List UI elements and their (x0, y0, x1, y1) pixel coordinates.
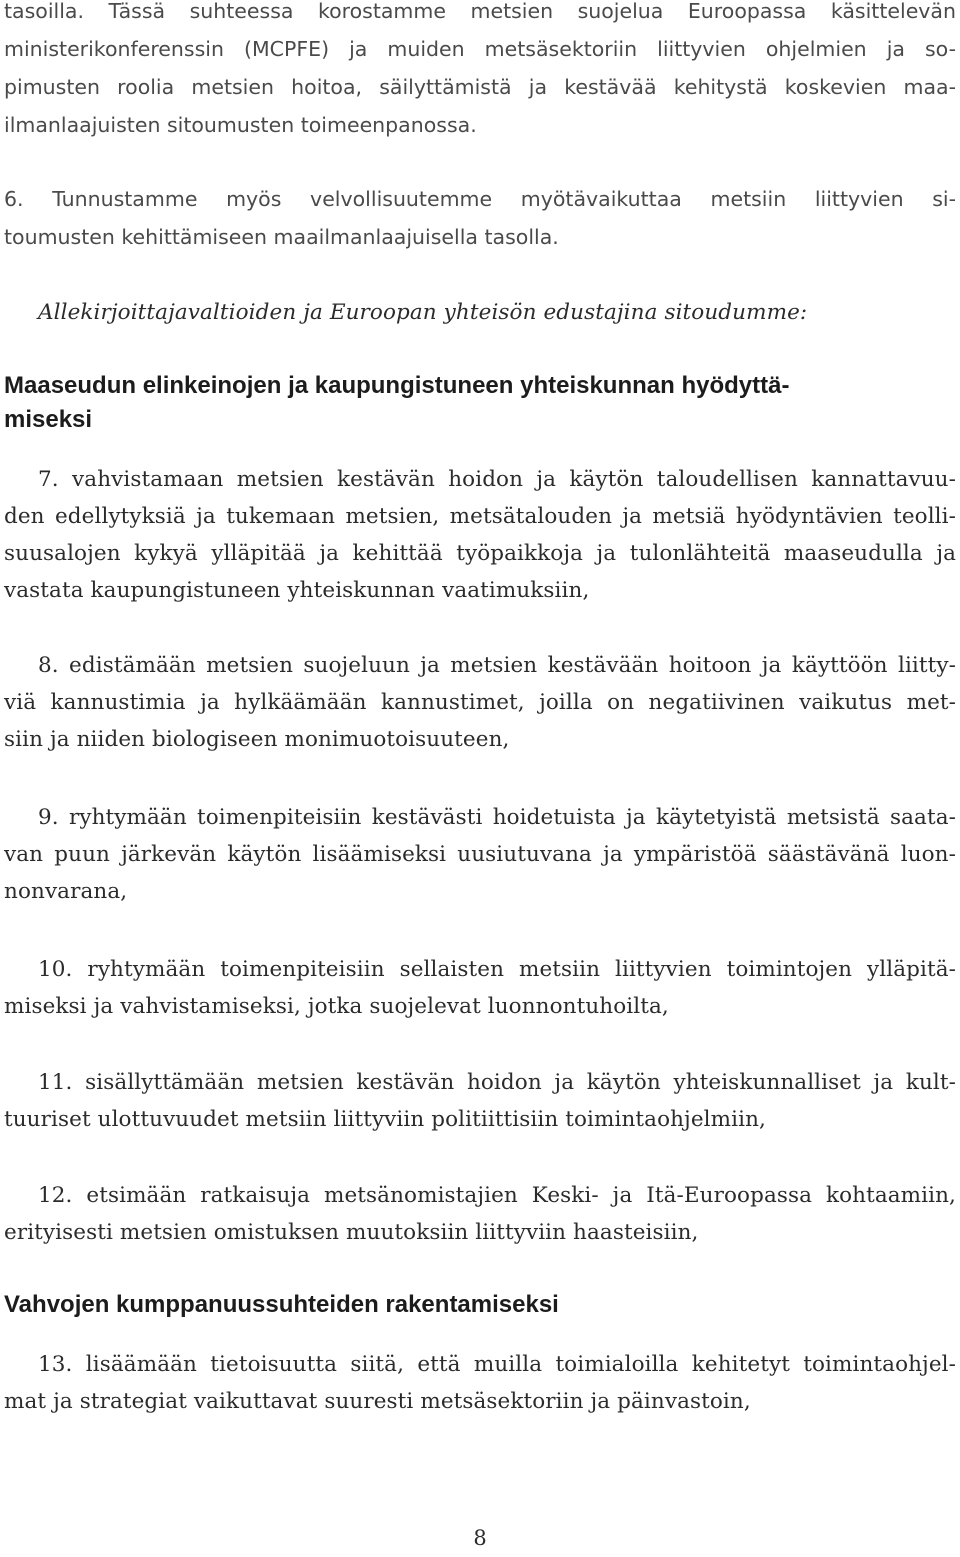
text-line: 11. sisällyttämään metsien kestävän hoidon ja käytön yhteiskunnalliset ja kult- (38, 1070, 956, 1095)
text-line: Allekirjoittajavaltioiden ja Euroopan yhteisön edustajina sitoudumme: (38, 300, 808, 325)
text-line: van puun järkevän käytön lisäämiseksi uusiutuvana ja ympäristöä säästävänä luon- (4, 842, 956, 867)
heading-line: Maaseudun elinkeinojen ja kaupungistuneen yhteiskunnan hyödyttä- (4, 372, 790, 399)
text-line: ilmanlaajuisten sitoumusten toimeenpanossa. (4, 113, 477, 137)
text-line: 10. ryhtymään toimenpiteisiin sellaisten metsiin liittyvien toimintojen ylläpitä- (38, 957, 956, 982)
text-line: miseksi ja vahvistamiseksi, jotka suojelevat luonnontuhoilta, (4, 994, 669, 1019)
text-line: tuuriset ulottuvuudet metsiin liittyviin politiittisiin toimintaohjelmiin, (4, 1107, 766, 1132)
item-7-paragraph (4, 461, 956, 609)
text-line: tasoilla. Tässä suhteessa korostamme metsien suojelua Euroopassa käsittelevän (4, 0, 956, 23)
item-11-paragraph (4, 1064, 956, 1138)
text-line: 8. edistämään metsien suojeluun ja metsien kestävään hoitoon ja käyttöön liitty- (38, 653, 956, 678)
text-line: mat ja strategiat vaikuttavat suuresti metsäsektoriin ja päinvastoin, (4, 1389, 751, 1414)
text-line: suusalojen kykyä ylläpitää ja kehittää työpaikkoja ja tulonlähteitä maaseudulla ja (4, 541, 956, 566)
text-line: 9. ryhtymään toimenpiteisiin kestävästi hoidetuista ja käytetyistä metsistä saata- (38, 805, 956, 830)
item-12-paragraph (4, 1177, 956, 1251)
heading-line: Vahvojen kumppanuussuhteiden rakentamiseksi (4, 1291, 559, 1318)
item-6-paragraph (4, 180, 956, 256)
text-line: 13. lisäämään tietoisuutta siitä, että muilla toimialoilla kehitetyt toimintaohjel- (38, 1352, 956, 1377)
text-line: vastata kaupungistuneen yhteiskunnan vaatimuksiin, (4, 578, 590, 603)
heading-line: miseksi (4, 406, 93, 433)
section-heading-partnerships (4, 1288, 559, 1322)
item-9-paragraph (4, 799, 956, 910)
page-number: 8 (473, 1526, 487, 1550)
text-line: 12. etsimään ratkaisuja metsänomistajien Keski- ja Itä-Euroopassa kohtaamiin, (38, 1183, 956, 1208)
section-heading-rural (4, 369, 956, 437)
item-10-paragraph (4, 951, 956, 1025)
text-line: pimusten roolia metsien hoitoa, säilyttämistä ja kestävää kehitystä koskevien maa- (4, 75, 956, 99)
text-line: nonvarana, (4, 879, 128, 904)
text-line: toumusten kehittämiseen maailmanlaajuisella tasolla. (4, 225, 559, 249)
text-line: ministerikonferenssin (MCPFE) ja muiden metsäsektoriin liittyvien ohjelmien ja so- (4, 37, 956, 61)
intro-paragraph (4, 0, 956, 144)
text-line: erityisesti metsien omistuksen muutoksiin liittyviin haasteisiin, (4, 1220, 699, 1245)
text-line: siin ja niiden biologiseen monimuotoisuuteen, (4, 727, 510, 752)
text-line: 7. vahvistamaan metsien kestävän hoidon ja käytön taloudellisen kannattavuu- (38, 467, 956, 492)
text-line: den edellytyksiä ja tukemaan metsien, metsätalouden ja metsiä hyödyntävien teolli- (4, 504, 956, 529)
commitment-intro (38, 294, 958, 331)
text-line: 6. Tunnustamme myös velvollisuutemme myötävaikuttaa metsiin liittyvien si- (4, 187, 956, 211)
text-line: viä kannustimia ja hylkäämään kannustimet, joilla on negatiivinen vaikutus met- (4, 690, 956, 715)
item-13-paragraph (4, 1346, 956, 1420)
item-8-paragraph (4, 647, 956, 758)
